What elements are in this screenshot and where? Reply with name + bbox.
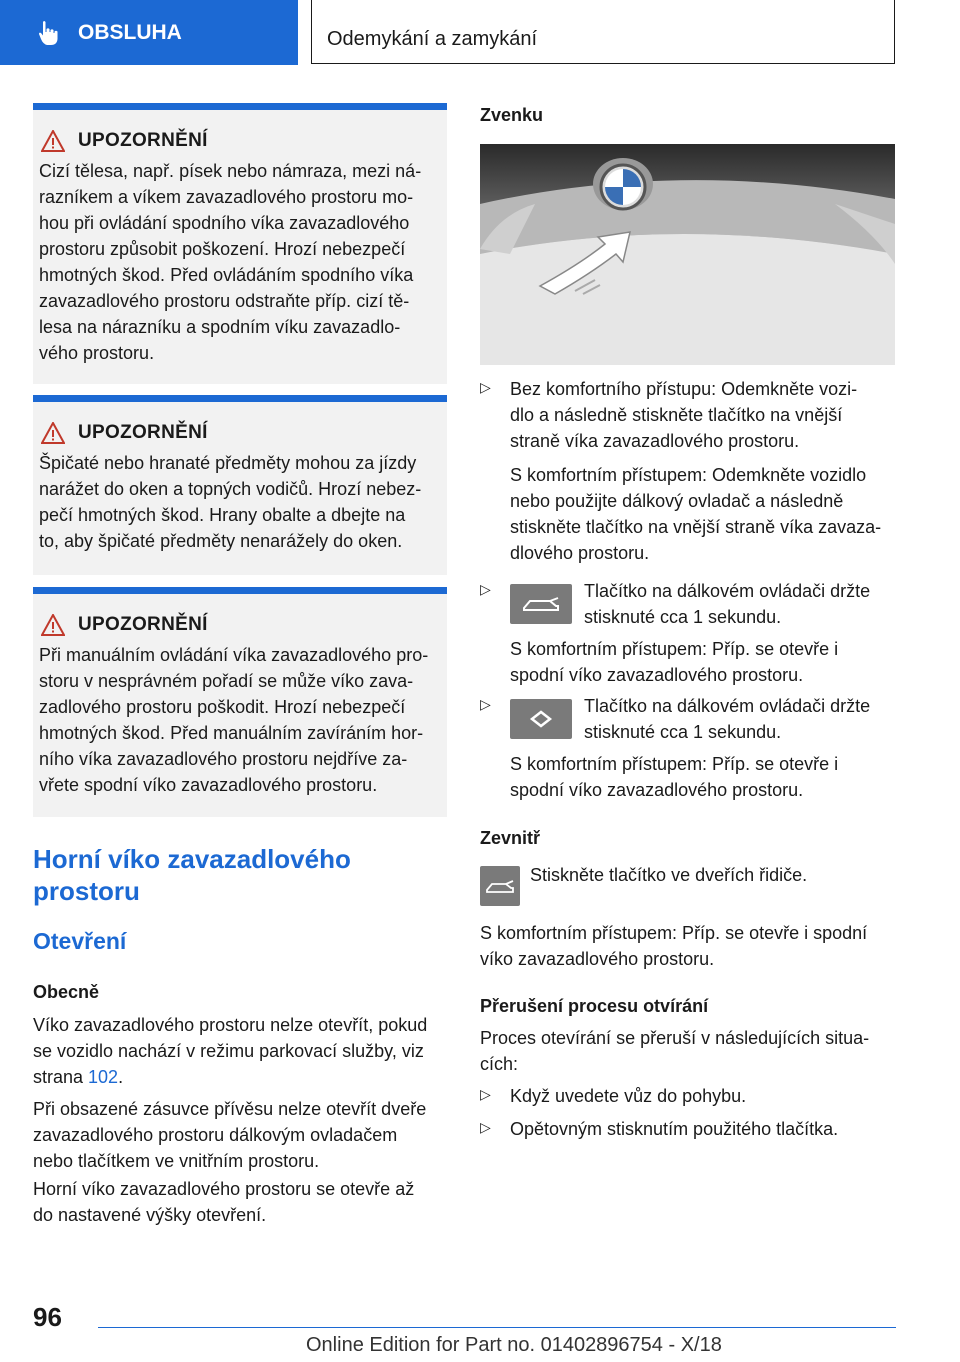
warning-triangle-icon <box>41 614 65 636</box>
hand-pointer-icon <box>38 20 60 46</box>
paragraph-height: Horní víko zavazadlového prostoru se otevře až do nastavené výšky otevření. <box>33 1179 415 1225</box>
warning-text: Při manuálním ovládání víka zavazadlového pro- storu v nesprávném pořadí se může víko zava- zadlového prostoru poškodit. Hrozí nebezpečí hmotných škod. Před manuálním zavíráním hor- ního víka zavazadlového prostoru nejdříve za- vřete spodní víko zavazadlového prostoru. <box>39 645 429 795</box>
warning-label: UPOZORNĚNÍ <box>78 422 208 443</box>
footer-divider <box>98 1327 896 1328</box>
page-title: Odemykání a zamykání <box>327 28 538 50</box>
paragraph-interrupt: Proces otevírání se přeruší v následujících situa- cích: <box>480 1028 870 1074</box>
paragraph-general: Víko zavazadlového prostoru nelze otevřít, pokud se vozidlo nachází v režimu parkovací služby, viz strana 102. <box>33 1015 428 1087</box>
bullet-triangle-icon: ▷ <box>480 1119 491 1135</box>
paragraph-comfort: S komfortním přístupem: Příp. se otevře i spodní víko zavazadlového prostoru. <box>480 923 868 969</box>
warning-box-3 <box>33 587 447 817</box>
warning-text: Cizí tělesa, např. písek nebo námraza, mezi ná- razníkem a víkem zavazadlového prostoru mo- hou při ovládání spodního víka zavazadlového prostoru způsobit poškození. Hrozí nebezpečí hmotných škod. Před ovládáním spodního víka zavazadlového prostoru odstraňte příp. cizí tě- lesa na nárazníku a spodním víku zavazadlo- vého prostoru. <box>39 161 422 363</box>
paragraph-trailer: Při obsazené zásuvce přívěsu nelze otevřít dveře zavazadlového prostoru dálkovým ovladačem nebo tlačítkem ve vnitřním prostoru. <box>33 1099 427 1171</box>
warning-text: Špičaté nebo hranaté předměty mohou za jízdy narážet do oken a topných vodičů. Hrozí nebez- pečí hmotných škod. Hrany obalte a dbejte na to, aby špičaté předměty nenarážely do oken. <box>39 453 422 551</box>
warning-triangle-icon <box>41 422 65 444</box>
page-reference-link[interactable]: 102 <box>88 1067 119 1087</box>
bullet-triangle-icon: ▷ <box>480 696 491 712</box>
remote-diamond-button-icon <box>510 699 572 739</box>
trunk-photo <box>480 144 895 365</box>
subsection-heading: Otevření <box>33 928 127 954</box>
list-item: ▷ Když uvedete vůz do pohybu. <box>480 1086 747 1106</box>
remote-trunk-button-icon <box>510 584 572 624</box>
bullet-triangle-icon: ▷ <box>480 379 491 395</box>
heading-interrupt: Přerušení procesu otvírání <box>480 996 709 1016</box>
door-trunk-button-icon <box>480 866 520 906</box>
list-item: ▷ Tlačítko na dálkovém ovládači držte stisknuté cca 1 sekundu. S komfortním přístupem: Příp. se otevře i spodní víko zavazadlového prostoru. <box>480 696 871 800</box>
list-item: ▷ Bez komfortního přístupu: Odemkněte vozi- dlo a následně stiskněte tlačítko na vnější straně víka zavazadlového prostoru. S komfortním přístupem: Odemkněte vozidlo nebo použijte dálkový ovladač a následně stiskněte tlačítko na vnější straně víka zavaza- dlového prostoru. <box>480 379 882 563</box>
warning-label: UPOZORNĚNÍ <box>78 130 208 151</box>
inner-button-text: Stiskněte tlačítko ve dveřích řidiče. <box>530 865 808 885</box>
sub-subheading: Obecně <box>33 982 100 1002</box>
heading-outside: Zvenku <box>480 105 544 125</box>
list-item: ▷ Tlačítko na dálkovém ovládači držte stisknuté cca 1 sekundu. S komfortním přístupem: Příp. se otevře i spodní víko zavazadlového prostoru. <box>480 581 871 685</box>
section-label: OBSLUHA <box>78 20 182 44</box>
warning-box-1 <box>33 103 447 384</box>
list-item: ▷ Opětovným stisknutím použitého tlačítka. <box>480 1119 839 1139</box>
edition-text: Online Edition for Part no. 01402896754 - X/18 <box>306 1334 722 1356</box>
page-header <box>311 0 895 64</box>
section-tab <box>0 0 298 65</box>
bullet-triangle-icon: ▷ <box>480 1086 491 1102</box>
warning-box-2 <box>33 395 447 575</box>
heading-inside: Zevnitř <box>480 828 541 848</box>
warning-triangle-icon <box>41 130 65 152</box>
warning-label: UPOZORNĚNÍ <box>78 614 208 635</box>
page-number: 96 <box>33 1302 62 1332</box>
section-heading: Horní víko zavazadlového prostoru <box>33 844 351 906</box>
bullet-triangle-icon: ▷ <box>480 581 491 597</box>
